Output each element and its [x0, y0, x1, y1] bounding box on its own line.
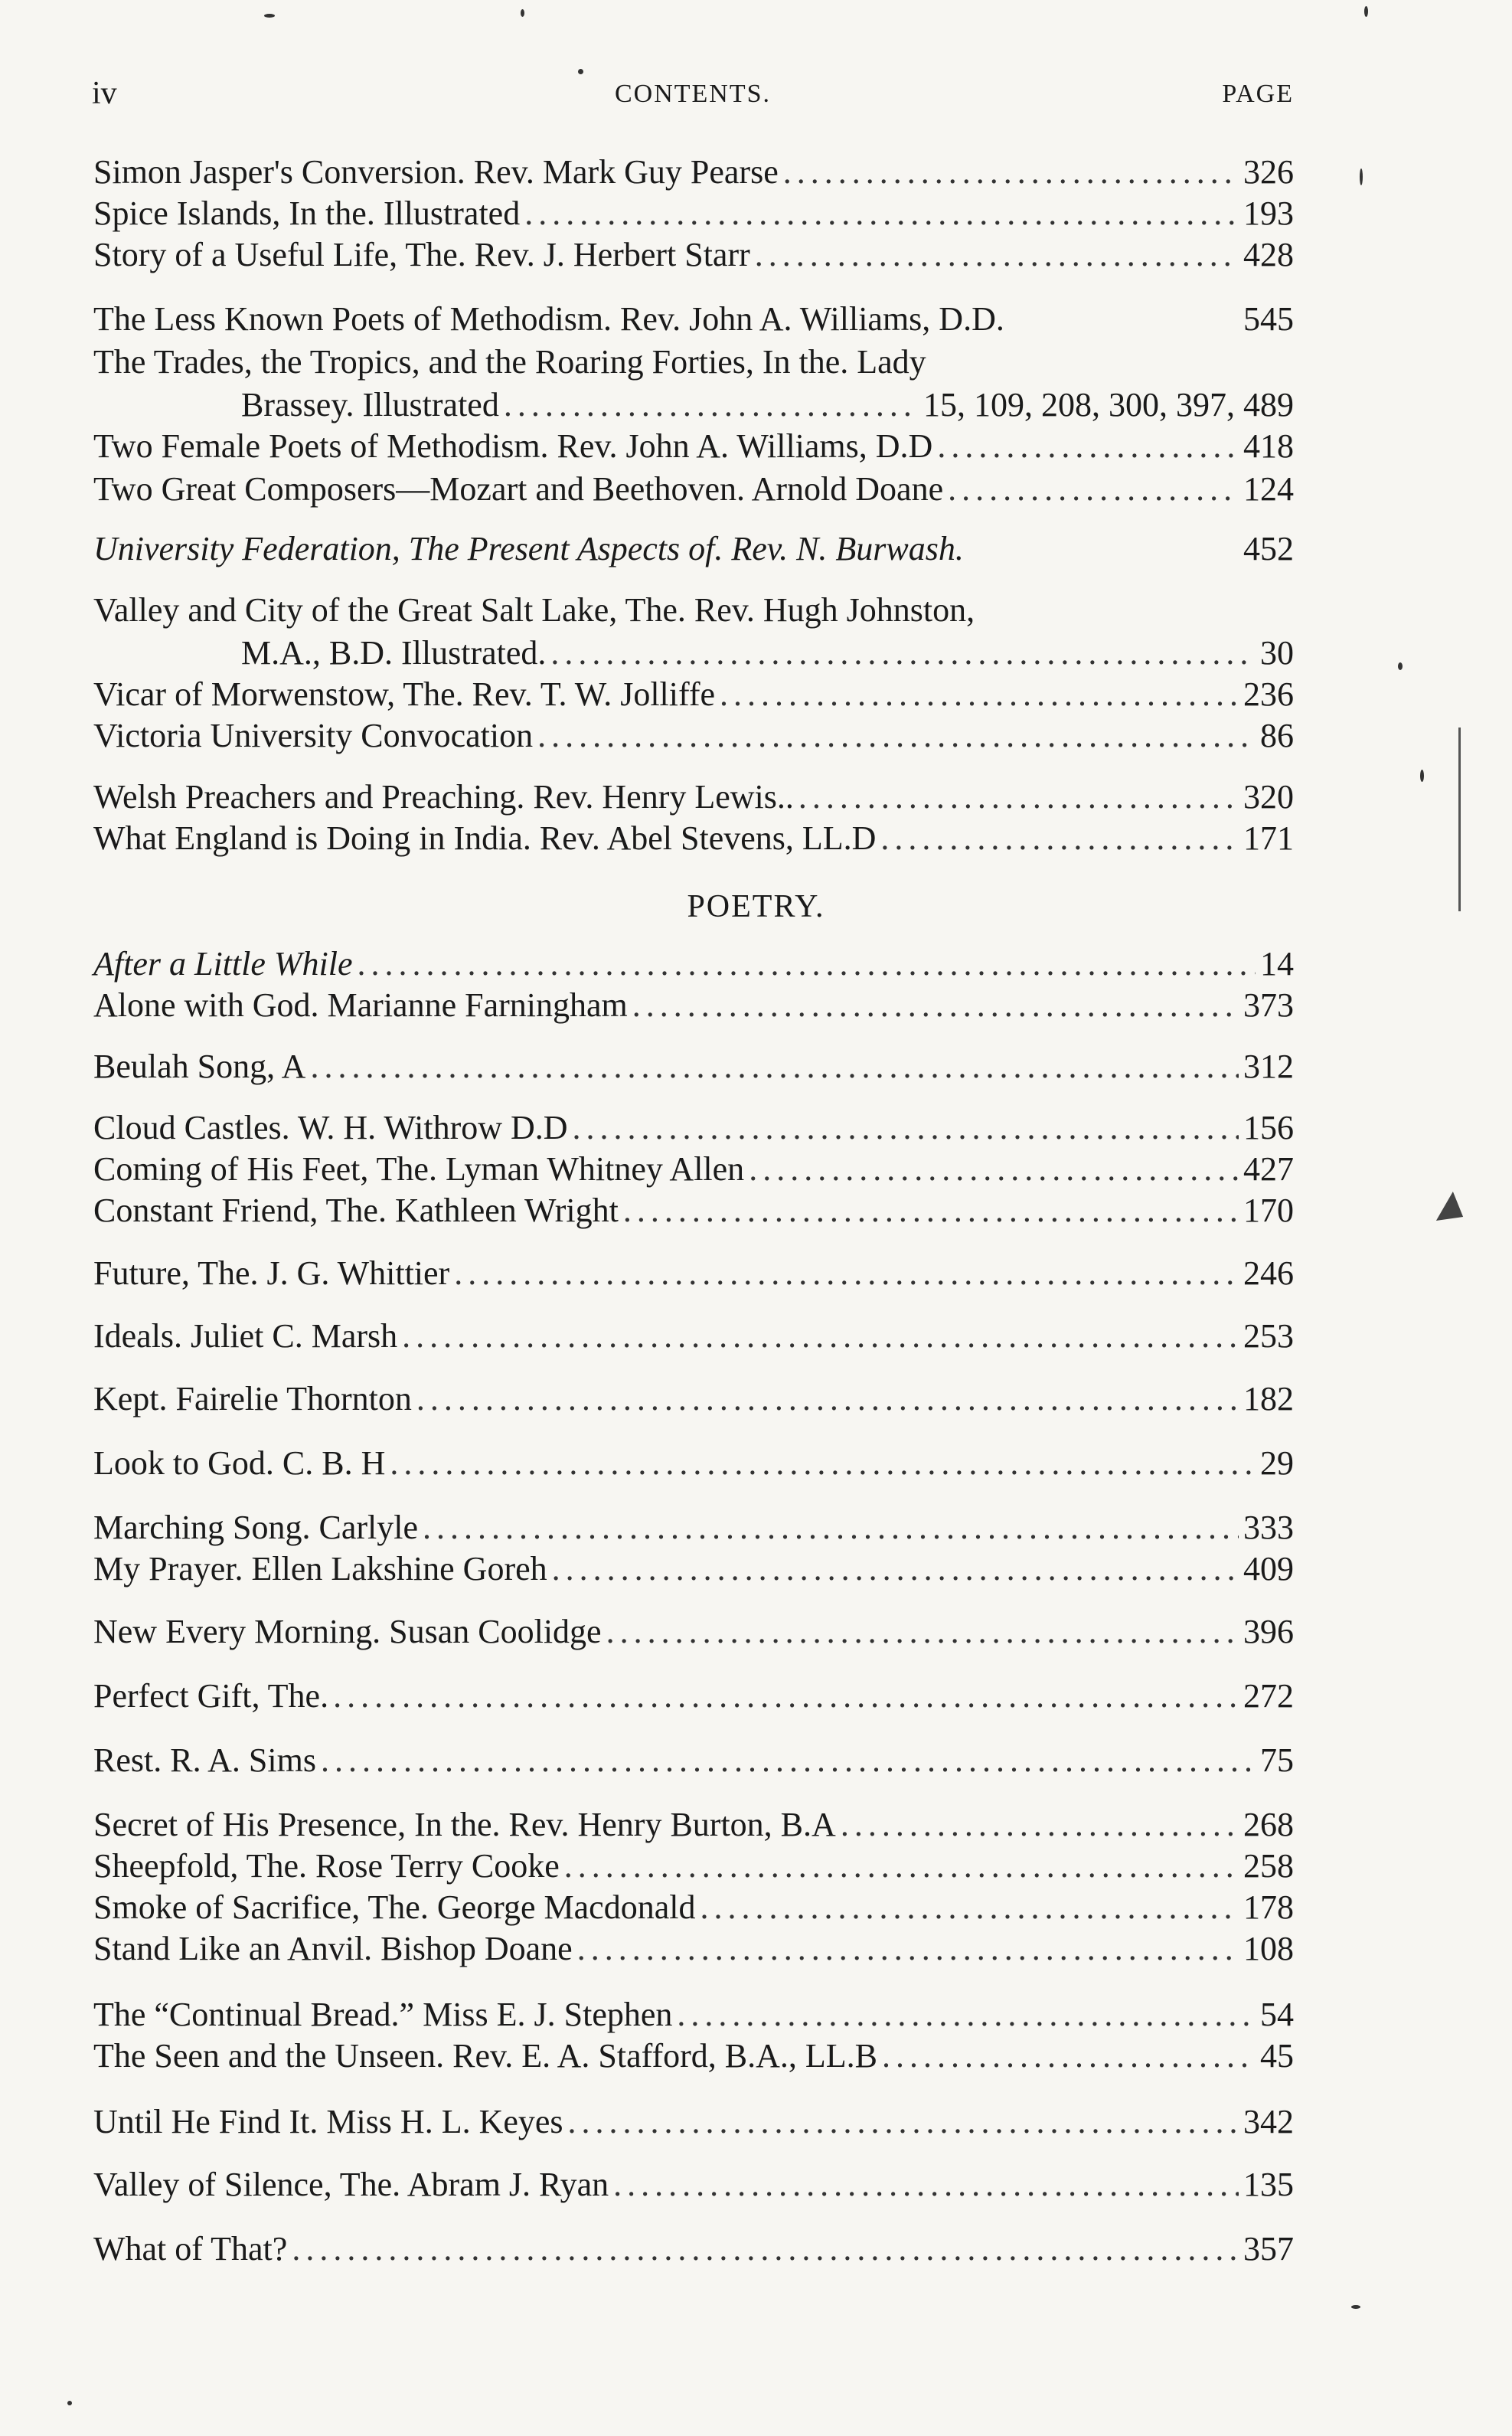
entry-page-number: 178	[1243, 1888, 1294, 1926]
entry-title: My Prayer. Ellen Lakshine Goreh	[93, 1550, 547, 1587]
contents-entry	[241, 633, 1294, 674]
contents-entry	[93, 943, 1294, 985]
contents-entry	[93, 1107, 1294, 1149]
entry-title: Welsh Preachers and Preaching. Rev. Henry Lewis..	[93, 778, 794, 816]
dot-leader	[937, 426, 1239, 467]
entry-title: Secret of His Presence, In the. Rev. Henry Burton, B.A	[93, 1806, 836, 1843]
contents-entry	[93, 2101, 1294, 2143]
entry-page-number: 409	[1243, 1550, 1294, 1587]
entry-page-number: 272	[1243, 1677, 1294, 1715]
contents-entry	[93, 1887, 1294, 1928]
entry-title: Spice Islands, In the. Illustrated	[93, 195, 521, 232]
ink-speck	[67, 2401, 72, 2405]
entry-page-number: 182	[1243, 1380, 1294, 1417]
dot-leader	[632, 985, 1239, 1026]
dot-leader	[700, 1887, 1239, 1928]
entry-title: Victoria University Convocation	[93, 717, 534, 754]
entry-title: Smoke of Sacrifice, The. George Macdonald	[93, 1888, 696, 1926]
contents-entry	[93, 1994, 1294, 2035]
dot-leader	[749, 1149, 1239, 1190]
dot-leader	[606, 1611, 1239, 1653]
dot-leader	[416, 1378, 1239, 1420]
entry-title: Vicar of Morwenstow, The. Rev. T. W. Jolliffe	[93, 675, 716, 713]
header-title: CONTENTS.	[614, 80, 772, 108]
dot-leader	[573, 1107, 1239, 1149]
entry-page-number: 427	[1243, 1150, 1294, 1188]
contents-entry	[93, 2228, 1294, 2270]
dot-leader	[550, 633, 1256, 674]
entry-title: The Seen and the Unseen. Rev. E. A. Stafford, B.A., LL.B	[93, 2037, 878, 2075]
contents-entry	[93, 1846, 1294, 1887]
page-folio: iv	[92, 76, 117, 111]
dot-leader	[358, 943, 1256, 985]
entry-title: What England is Doing in India. Rev. Abel Stevens, LL.D	[93, 819, 877, 857]
entry-title: Marching Song. Carlyle	[93, 1509, 419, 1546]
entry-title: The Less Known Poets of Methodism. Rev. John A. Williams, D.D.	[93, 300, 1004, 338]
dot-leader	[948, 469, 1239, 510]
contents-entry	[93, 590, 1294, 631]
entry-page-number: 396	[1243, 1613, 1294, 1650]
entry-page-number: 30	[1260, 634, 1294, 672]
contents-entry	[93, 1548, 1294, 1590]
contents-entry	[93, 234, 1294, 276]
entry-title: Until He Find It. Miss H. L. Keyes	[93, 2103, 563, 2140]
entry-title: Rest. R. A. Sims	[93, 1741, 316, 1779]
dot-leader	[524, 193, 1239, 234]
entry-page-number: 15, 109, 208, 300, 397, 489	[923, 386, 1294, 423]
dot-leader	[310, 1046, 1239, 1087]
entry-title: Future, The. J. G. Whittier	[93, 1254, 450, 1292]
running-header	[92, 75, 1294, 121]
dot-leader	[880, 818, 1239, 859]
page-column-label: PAGE	[1222, 80, 1294, 108]
entry-title: New Every Morning. Susan Coolidge	[93, 1613, 602, 1650]
contents-entry	[93, 1443, 1294, 1484]
entry-title: Simon Jasper's Conversion. Rev. Mark Guy Pearse	[93, 153, 779, 191]
contents-entry	[93, 193, 1294, 234]
entry-title: The Trades, the Tropics, and the Roaring Forties, In the. Lady	[93, 343, 926, 381]
entry-page-number: 357	[1243, 2230, 1294, 2268]
dot-leader	[292, 2228, 1239, 2270]
entry-page-number: 253	[1243, 1317, 1294, 1355]
entry-page-number: 193	[1243, 195, 1294, 232]
entry-page-number: 320	[1243, 778, 1294, 816]
contents-entry	[93, 2035, 1294, 2077]
entry-page-number: 333	[1243, 1509, 1294, 1546]
contents-entry	[93, 1190, 1294, 1231]
contents-entry	[93, 1676, 1294, 1717]
dot-leader	[677, 1994, 1256, 2035]
dot-leader	[882, 2035, 1256, 2077]
contents-entry	[93, 426, 1294, 467]
contents-entry	[93, 1804, 1294, 1846]
dot-leader	[577, 1928, 1239, 1970]
entry-title: Beulah Song, A	[93, 1048, 306, 1085]
contents-entry	[93, 1046, 1294, 1087]
entry-page-number: 326	[1243, 153, 1294, 191]
contents-entry	[93, 1740, 1294, 1781]
contents-entry	[93, 715, 1294, 757]
contents-entry	[93, 469, 1294, 510]
contents-entry	[93, 2164, 1294, 2205]
dot-leader	[504, 384, 919, 426]
dot-leader	[568, 2101, 1239, 2143]
dot-leader	[402, 1316, 1239, 1357]
contents-entry	[93, 985, 1294, 1026]
contents-entry	[93, 674, 1294, 715]
entry-page-number: 418	[1243, 427, 1294, 465]
dot-leader	[755, 234, 1239, 276]
entry-title: Story of a Useful Life, The. Rev. J. Herbert Starr	[93, 236, 750, 273]
dot-leader	[613, 2164, 1239, 2205]
entry-page-number: 246	[1243, 1254, 1294, 1292]
entry-title: Ideals. Juliet C. Marsh	[93, 1317, 398, 1355]
entry-title: Alone with God. Marianne Farningham	[93, 986, 628, 1024]
dot-leader	[783, 152, 1239, 193]
entry-page-number: 312	[1243, 1048, 1294, 1085]
entry-title: The “Continual Bread.” Miss E. J. Stephen	[93, 1996, 673, 2033]
ink-speck	[521, 9, 524, 17]
entry-page-number: 14	[1260, 945, 1294, 983]
ink-speck	[1398, 662, 1403, 670]
entry-title: Two Great Composers—Mozart and Beethoven. Arnold Doane	[93, 470, 944, 508]
entry-title: What of That?	[93, 2230, 288, 2268]
poetry-heading: POETRY.	[687, 889, 825, 924]
entry-page-number: 373	[1243, 986, 1294, 1024]
ink-speck	[1351, 2305, 1360, 2309]
entry-page-number: 29	[1260, 1444, 1294, 1482]
entry-page-number: 75	[1260, 1741, 1294, 1779]
entry-page-number: 258	[1243, 1847, 1294, 1885]
entry-page-number: 545	[1243, 300, 1294, 338]
scan-pointer-mark	[1436, 1192, 1471, 1231]
contents-entry	[93, 342, 1294, 383]
entry-title: Kept. Fairelie Thornton	[93, 1380, 412, 1417]
ink-speck	[578, 69, 583, 74]
page-edge-shadow	[1458, 728, 1461, 911]
contents-entry	[93, 1378, 1294, 1420]
dot-leader	[564, 1846, 1239, 1887]
entry-page-number: 268	[1243, 1806, 1294, 1843]
entry-page-number: 156	[1243, 1109, 1294, 1146]
entry-title: Constant Friend, The. Kathleen Wright	[93, 1192, 619, 1229]
ink-speck	[1364, 6, 1368, 17]
entry-page-number: 236	[1243, 675, 1294, 713]
dot-leader	[454, 1253, 1239, 1294]
contents-entry	[93, 1507, 1294, 1548]
entry-page-number: 108	[1243, 1930, 1294, 1967]
entry-page-number: 45	[1260, 2037, 1294, 2075]
entry-title: Look to God. C. B. H	[93, 1444, 386, 1482]
entry-title: After a Little While	[93, 945, 353, 983]
entry-title: Brassey. Illustrated	[241, 386, 499, 423]
contents-entry	[93, 152, 1294, 193]
entry-title: Coming of His Feet, The. Lyman Whitney Allen	[93, 1150, 745, 1188]
dot-leader	[333, 1676, 1239, 1717]
contents-entry	[93, 528, 1294, 570]
ink-speck	[1420, 770, 1424, 782]
dot-leader	[390, 1443, 1256, 1484]
contents-entry	[241, 384, 1294, 426]
contents-entry	[93, 1611, 1294, 1653]
dot-leader	[552, 1548, 1239, 1590]
contents-entry	[93, 1928, 1294, 1970]
dot-leader	[841, 1804, 1239, 1846]
ink-speck	[1360, 168, 1363, 185]
entry-page-number: 135	[1243, 2166, 1294, 2203]
entry-page-number: 170	[1243, 1192, 1294, 1229]
entry-title: Perfect Gift, The.	[93, 1677, 329, 1715]
entry-page-number: 342	[1243, 2103, 1294, 2140]
entry-page-number: 54	[1260, 1996, 1294, 2033]
entry-page-number: 452	[1243, 530, 1294, 567]
entry-title: M.A., B.D. Illustrated.	[241, 634, 547, 672]
dot-leader	[423, 1507, 1239, 1548]
dot-leader	[720, 674, 1239, 715]
dot-leader	[623, 1190, 1239, 1231]
dot-leader	[798, 777, 1239, 818]
entry-page-number: 171	[1243, 819, 1294, 857]
entry-title: Two Female Poets of Methodism. Rev. John A. Williams, D.D	[93, 427, 933, 465]
entry-title: Valley of Silence, The. Abram J. Ryan	[93, 2166, 609, 2203]
entry-title: Sheepfold, The. Rose Terry Cooke	[93, 1847, 560, 1885]
dot-leader	[537, 715, 1256, 757]
ink-speck	[264, 14, 275, 18]
entry-title: Valley and City of the Great Salt Lake, The. Rev. Hugh Johnston,	[93, 591, 975, 629]
contents-entry	[93, 777, 1294, 818]
contents-entry	[93, 299, 1294, 340]
contents-entry	[93, 1149, 1294, 1190]
entry-title: Cloud Castles. W. H. Withrow D.D	[93, 1109, 568, 1146]
entry-page-number: 428	[1243, 236, 1294, 273]
entry-title: University Federation, The Present Aspects of. Rev. N. Burwash.	[93, 530, 964, 567]
entry-title: Stand Like an Anvil. Bishop Doane	[93, 1930, 573, 1967]
contents-entry	[93, 818, 1294, 859]
contents-entry	[93, 1316, 1294, 1357]
entry-page-number: 86	[1260, 717, 1294, 754]
contents-entry	[93, 1253, 1294, 1294]
entry-page-number: 124	[1243, 470, 1294, 508]
dot-leader	[321, 1740, 1256, 1781]
